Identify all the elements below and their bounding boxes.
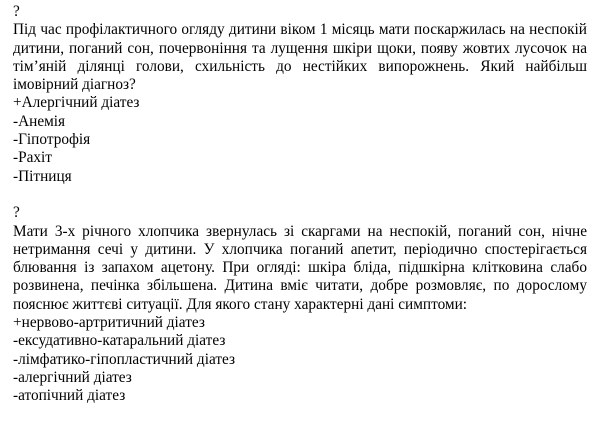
answer-option: -алергічний діатез [13,368,132,386]
blank-line [13,186,587,204]
question-text: Під час профілактичного огляду дитини віком 1 місяць мати поскаржилась на неспокій дитини, поганий сон, почервоніння та лущення шкіри щоки, появу жовтих лусочок на тім’яній ділянці голови, схильність до нестійких випорожнень. Який найбільш імовірний діагноз? [13,21,587,94]
answer-option-correct: +Алергічний діатез [13,94,140,112]
document-body [13,3,587,406]
answer-option: -лімфатико-гіпопластичний діатез [13,350,236,368]
answer-option: -Анемія [13,112,66,130]
question-marker: ? [13,204,20,222]
answer-option: -Рахіт [13,149,52,167]
question-text: Мати 3-х річного хлопчика звернулась зі скаргами на неспокій, поганий сон, нічне нетримання сечі у дитини. У хлопчика поганий апетит, періодично спостерігається блювання із запахом ацетону. При огляді: шкіра бліда, підшкірна клітковина слабо розвинена, печінка збільшена. Дитина вміє читати, добре розмовляє, по дорослому пояснює життєві ситуації. Для якого стану характерні дані симптоми: [13,222,587,313]
answer-option: -Пітниця [13,167,72,185]
answer-option: -атопічний діатез [13,387,126,405]
question-block-2 [13,204,587,405]
answer-option-correct: +нервово-артритичний діатез [13,314,205,332]
question-marker: ? [13,3,20,20]
answer-option: -Гіпотрофія [13,131,91,149]
answer-option: -ексудативно-катаральний діатез [13,332,226,350]
question-block-1 [13,3,587,186]
